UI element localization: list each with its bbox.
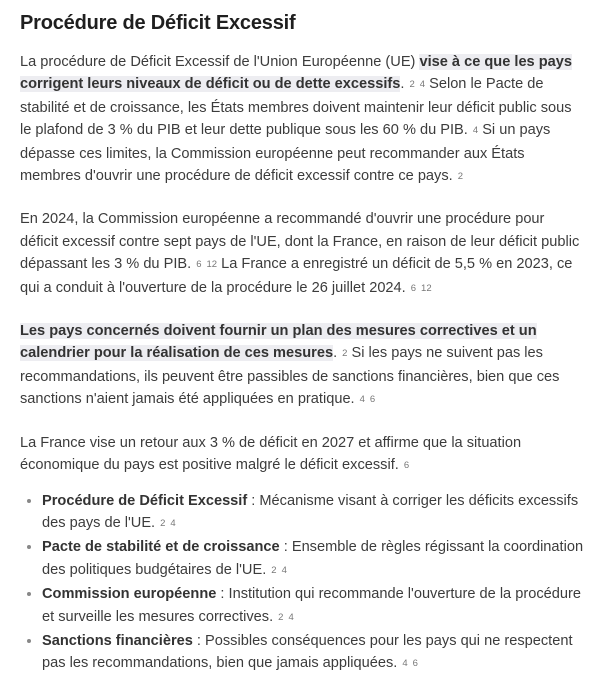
citation[interactable]: 6 [403,460,410,472]
text: La France a enregistré un déficit de 5,5 % en 2023, ce qui a conduit à l'ouverture de la procédure le 26 juillet 2024. [20,256,573,296]
text: Si les pays ne suivent pas les recommandations, ils peuvent être passibles de sanctions financières, bien que ces sanctions n'aient jamais été appliquées en pratique. [20,345,560,408]
citation[interactable]: 2 [409,79,415,91]
paragraph-2 [20,208,584,300]
citation[interactable]: 6 [410,282,417,294]
citation[interactable]: 6 [369,394,376,406]
citation[interactable]: 12 [206,259,218,271]
list-item [42,536,584,582]
citation[interactable]: 4 [419,79,426,91]
highlighted-text[interactable]: Les pays concernés doivent fournir un plan des mesures correctives et un calendrier pour la réalisation de ces mesures [20,323,537,362]
text: Si un pays dépasse ces limites, la Commission européenne peut recommander aux États membres d'ouvrir une procédure de déficit excessif contre ce pays. [20,122,551,185]
paragraph-1 [20,51,584,188]
citation[interactable]: 4 [170,517,176,529]
citation[interactable]: 6 [412,658,418,670]
citation[interactable]: 6 [196,259,202,271]
definition: : Institution qui recommande l'ouverture de la procédure et surveille les mesures correctives. [42,586,581,625]
citation[interactable]: 2 [271,564,277,576]
citation[interactable]: 2 [278,611,284,623]
citation[interactable]: 4 [281,564,287,576]
citation[interactable]: 4 [402,658,408,670]
citation[interactable]: 2 [160,517,166,529]
citation[interactable]: 2 [342,348,348,360]
citation[interactable]: 2 [457,171,463,183]
paragraph-4 [20,432,584,478]
text: En 2024, la Commission européenne a recommandé d'ouvrir une procédure pour déficit excessif contre sept pays de l'UE, dont la France, en raison de leur déficit public dépassant les 3 % du PIB. [20,211,580,273]
text: . [400,76,405,93]
citation[interactable]: 4 [472,125,479,137]
key-terms-list [20,490,584,676]
highlighted-text[interactable]: vise à ce que les pays corrigent leurs niveaux de déficit ou de dette excessifs [20,54,572,93]
citation[interactable]: 4 [288,611,294,623]
term: Pacte de stabilité et de croissance [42,539,280,556]
paragraph-3 [20,320,584,412]
list-item [42,583,584,629]
text: La France vise un retour aux 3 % de déficit en 2027 et affirme que la situation économique du pays est positive malgré le déficit excessif. [20,434,522,474]
text: . [333,345,338,362]
text: Selon le Pacte de stabilité et de croissance, les États membres doivent maintenir leur déficit public sous le plafond de 3 % du PIB et leur dette publique sous les 60 % du PIB. [20,76,572,139]
citation[interactable]: 12 [421,282,432,294]
citation[interactable]: 4 [359,394,365,406]
term: Commission européenne [42,586,217,603]
list-item [42,630,584,676]
page-title: Procédure de Déficit Excessif [20,12,296,34]
term: Sanctions financières [42,632,193,649]
text: La procédure de Déficit Excessif de l'Union Européenne (UE) [20,54,420,70]
list-item [42,490,584,536]
definition: : Ensemble de règles régissant la coordination des politiques budgétaires de l'UE. [42,539,584,578]
definition: : Mécanisme visant à corriger les déficits excessifs des pays de l'UE. [42,492,579,531]
term: Procédure de Déficit Excessif [42,492,248,509]
definition: : Possibles conséquences pour les pays qui ne respectent pas les recommandations, bien que jamais appliquées. [42,632,573,672]
